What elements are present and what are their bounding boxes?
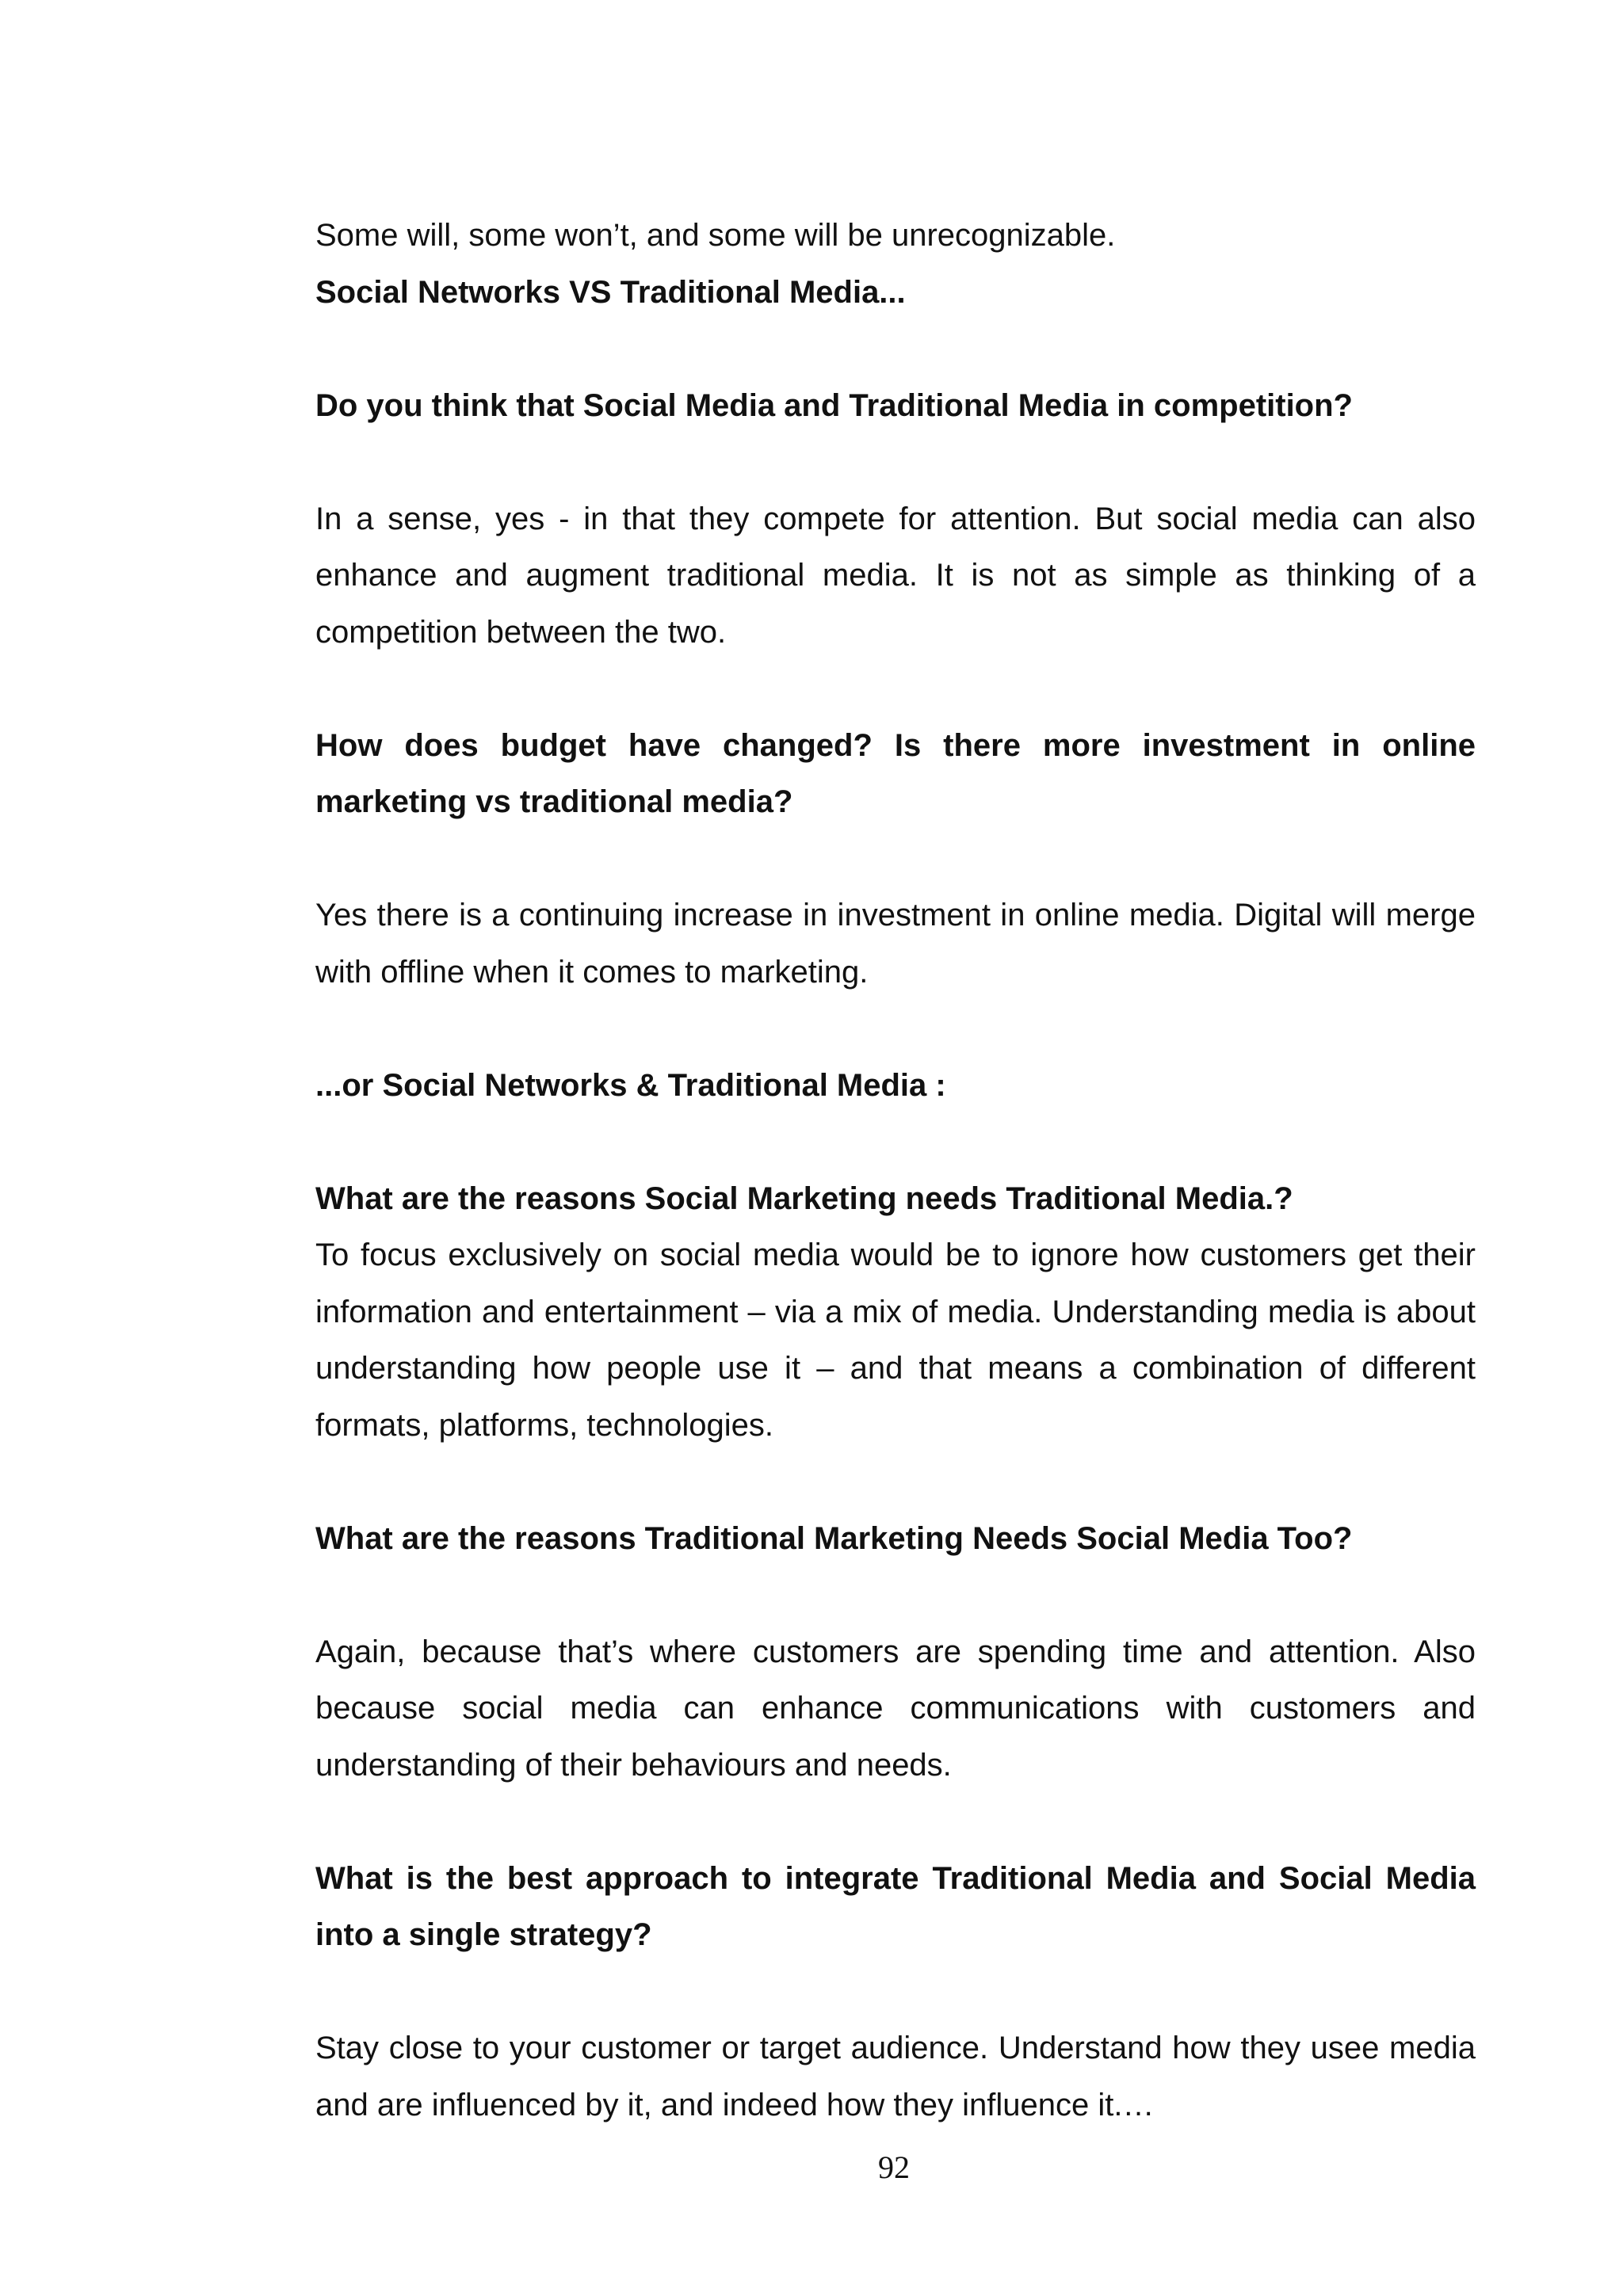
answer-social-needs-traditional: To focus exclusively on social media would be to ignore how customers get their information and entertainment – via a mix of media. Understanding media is about understanding how people use it – and that means a combination of different formats, platforms, technologies. — [315, 1238, 1476, 1443]
section-heading-and: ...or Social Networks & Traditional Media : — [315, 1067, 946, 1103]
answer-best-approach: Stay close to your customer or target audience. Understand how they usee media and are influenced by it, and indeed how they influence it.… — [315, 2031, 1476, 2122]
spacer — [315, 1964, 1476, 2021]
question-budget: How does budget have changed? Is there more investment in online marketing vs traditional media? — [315, 727, 1476, 819]
spacer — [315, 1001, 1476, 1058]
spacer — [315, 1567, 1476, 1624]
question-competition: Do you think that Social Media and Traditional Media in competition? — [315, 387, 1353, 423]
spacer — [315, 1454, 1476, 1511]
spacer — [315, 321, 1476, 378]
spacer — [315, 1114, 1476, 1171]
spacer — [315, 434, 1476, 491]
question-social-needs-traditional: What are the reasons Social Marketing needs Traditional Media.? — [315, 1180, 1293, 1216]
question-best-approach: What is the best approach to integrate Traditional Media and Social Media into a single strategy? — [315, 1860, 1476, 1952]
answer-budget: Yes there is a continuing increase in investment in online media. Digital will merge with offline when it comes to marketing. — [315, 898, 1476, 990]
section-heading-vs: Social Networks VS Traditional Media... — [315, 274, 906, 310]
answer-traditional-needs-social: Again, because that’s where customers are spending time and attention. Also because social media can enhance communications with customers and understanding of their behaviours and needs. — [315, 1634, 1476, 1783]
spacer — [315, 1794, 1476, 1851]
page-content — [315, 208, 1476, 2134]
answer-competition: In a sense, yes - in that they compete for attention. But social media can also enhance and augment traditional media. It is not as simple as thinking of a competition between the two. — [315, 501, 1476, 650]
question-traditional-needs-social: What are the reasons Traditional Marketing Needs Social Media Too? — [315, 1520, 1353, 1556]
opening-line: Some will, some won’t, and some will be unrecognizable. — [315, 218, 1116, 253]
spacer — [315, 831, 1476, 888]
page-number: 92 — [878, 2149, 910, 2185]
spacer — [315, 661, 1476, 718]
